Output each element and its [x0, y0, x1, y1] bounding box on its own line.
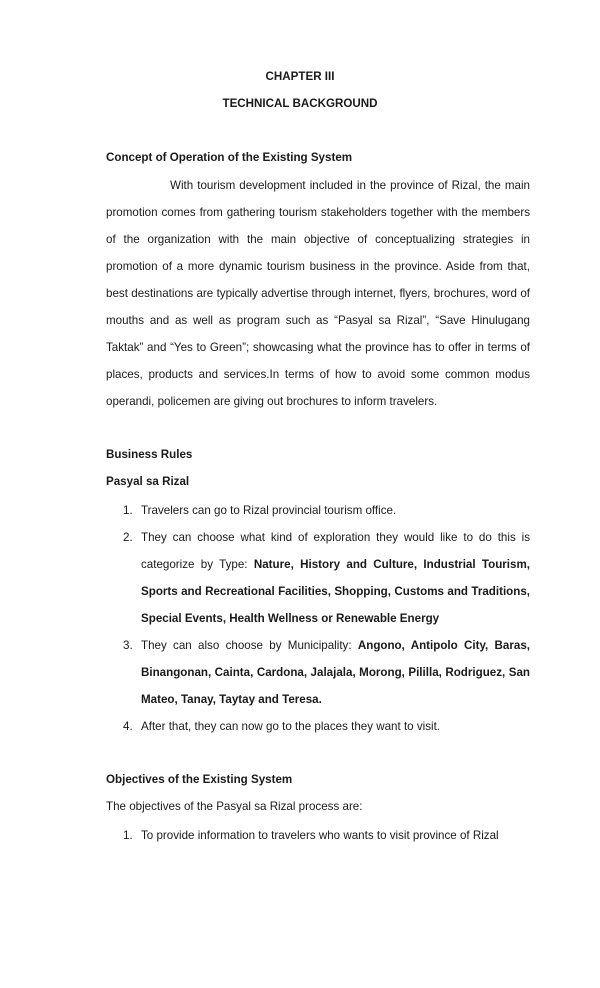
list-text: After that, they can now go to the places they want to visit.	[141, 720, 441, 733]
objectives-heading: Objectives of the Existing System	[106, 773, 293, 786]
chapter-label: CHAPTER III	[265, 70, 335, 83]
list-item	[106, 524, 530, 632]
business-rules-list	[106, 497, 530, 740]
concept-paragraph-text: With tourism development included in the province of Rizal, the main promotion comes from gathering tourism stakeholders together with the members of the organization with the main objective of conceptualizing strategies in promotion of a more dynamic tourism business in the province. Aside from that, best destinations are typically advertise through internet, flyers, brochures, word of mouths and as well as program such as “Pasyal sa Rizal”, “Save Hinulugang Taktak” and “Yes to Green”; showcasing what the province has to offer in terms of places, products and services.In terms of how to avoid some common modus operandi, policemen are giving out brochures to inform travelers.	[106, 179, 530, 408]
list-number: 1.	[123, 829, 133, 842]
list-item	[106, 497, 530, 524]
list-item	[106, 632, 530, 713]
objectives-list	[106, 822, 530, 849]
business-rules-heading: Business Rules	[106, 448, 193, 461]
concept-paragraph	[106, 172, 530, 415]
list-text: To provide information to travelers who wants to visit province of Rizal	[141, 829, 499, 842]
list-number: 2.	[123, 531, 133, 544]
list-number: 3.	[123, 639, 133, 652]
list-text: They can also choose by Municipality:	[141, 639, 358, 652]
list-item	[106, 713, 530, 740]
list-text: They can choose what kind of exploration they would like to do this is categorize by Type:	[141, 531, 530, 571]
list-bold-text: Angono, Antipolo City, Baras, Binangonan, Cainta, Cardona, Jalajala, Morong, Pililla, Rodriguez, San Mateo, Tanay, Taytay and Teresa.	[141, 639, 530, 706]
list-text: Travelers can go to Rizal provincial tourism office.	[141, 504, 397, 517]
chapter-title: TECHNICAL BACKGROUND	[222, 97, 378, 110]
business-rules-subheading: Pasyal sa Rizal	[106, 475, 190, 488]
list-item	[106, 822, 530, 849]
list-number: 4.	[123, 720, 133, 733]
objectives-intro: The objectives of the Pasyal sa Rizal process are:	[106, 800, 363, 813]
concept-heading: Concept of Operation of the Existing System	[106, 151, 353, 164]
list-bold-text: Nature, History and Culture, Industrial Tourism, Sports and Recreational Facilities, Shopping, Customs and Traditions, Special Events, Health Wellness or Renewable Energy	[141, 558, 531, 625]
list-number: 1.	[123, 504, 133, 517]
